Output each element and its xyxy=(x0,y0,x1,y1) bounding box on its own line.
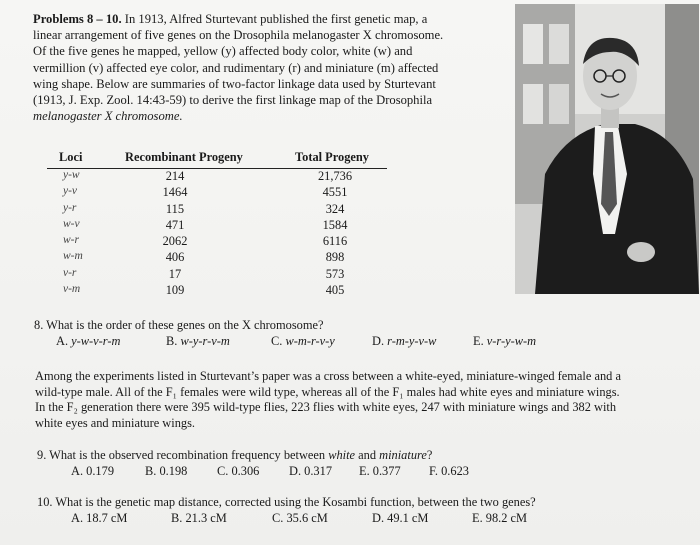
linkage-data-table xyxy=(47,149,387,299)
total-cell: 4551 xyxy=(322,185,348,200)
loci-cell: y-w xyxy=(63,169,80,181)
option-letter: A. xyxy=(56,333,69,348)
intro-line-4: vermillion (v) affected eye color, and rudimentary (r) and miniature (m) affected xyxy=(33,60,439,75)
total-cell: 21,736 xyxy=(317,169,353,183)
table-row xyxy=(47,218,387,234)
option-letter: B. xyxy=(166,333,178,348)
question-10-options xyxy=(59,511,657,527)
sturtevant-portrait-photo xyxy=(515,4,699,294)
paragraph-line-4: white eyes and miniature wings. xyxy=(35,415,196,430)
question-8-options xyxy=(56,334,574,350)
recombinant-cell: 1464 xyxy=(162,185,188,200)
loci-cell: w-r xyxy=(63,234,79,247)
option-letter: D. xyxy=(372,333,385,348)
table-row xyxy=(47,202,387,218)
table-row xyxy=(47,169,387,185)
paragraph-line-3: In the F₂ generation there were 395 wild-type flies, 223 flies with white eyes, 247 with miniature wings and 382 with xyxy=(35,400,617,414)
recombinant-cell: 214 xyxy=(165,169,185,183)
q10-option-a[interactable]: A. 18.7 cM xyxy=(71,510,128,525)
intro-line-3: Of the five genes he mapped, yellow (y) affected body color, white (w) and xyxy=(33,44,413,59)
recombinant-cell: 115 xyxy=(165,201,185,216)
loci-cell: v-m xyxy=(63,283,81,296)
q9-prefix: 9. What is the observed recombination frequency between xyxy=(37,448,329,462)
paragraph-line-2: wild-type male. All of the F₁ females were wild type, whereas all of the F₁ males had white eyes and miniature wings. xyxy=(35,384,620,399)
table-body xyxy=(47,169,387,299)
table-row xyxy=(47,185,387,201)
header-recombinant-progeny: Recombinant Progeny xyxy=(125,150,243,164)
table-row xyxy=(47,250,387,266)
question-8 xyxy=(34,318,574,350)
option-text: r-m-y-v-w xyxy=(387,333,437,348)
option-text: w-m-r-v-y xyxy=(285,333,335,348)
total-cell: 573 xyxy=(325,266,345,281)
q9-option-c[interactable]: C. 0.306 xyxy=(217,463,260,478)
q9-option-d[interactable]: D. 0.317 xyxy=(289,463,333,478)
question-10-text: 10. What is the genetic map distance, corrected using the Kosambi function, between the two genes? xyxy=(37,495,536,509)
q8-option-e[interactable] xyxy=(473,334,536,350)
q8-option-d[interactable] xyxy=(372,334,436,350)
q9-option-a[interactable]: A. 0.179 xyxy=(71,463,115,478)
intro-line-5: wing shape. Below are summaries of two-factor linkage data used by Sturtevant xyxy=(33,76,436,91)
question-9-options xyxy=(59,464,637,480)
header-total-progeny: Total Progeny xyxy=(295,150,370,164)
paragraph-line-1: Among the experiments listed in Sturtevant’s paper was a cross between a white-eyed, miniature-winged female and a xyxy=(35,369,621,383)
recombinant-cell: 17 xyxy=(168,266,182,281)
q9-option-e[interactable]: E. 0.377 xyxy=(359,463,401,478)
recombinant-cell: 471 xyxy=(165,217,185,232)
q10-option-e[interactable]: E. 98.2 cM xyxy=(472,510,528,525)
recombinant-cell: 406 xyxy=(165,250,185,265)
table-row xyxy=(47,267,387,283)
total-cell: 898 xyxy=(325,250,345,265)
q8-option-c[interactable] xyxy=(271,334,335,350)
q9-option-b[interactable]: B. 0.198 xyxy=(145,463,188,478)
loci-cell: y-r xyxy=(63,201,77,214)
q8-option-a[interactable] xyxy=(56,334,120,350)
total-cell: 324 xyxy=(325,201,345,216)
total-cell: 1584 xyxy=(322,217,348,232)
option-text: v-r-y-w-m xyxy=(486,333,537,348)
option-text: w-y-r-v-m xyxy=(180,333,230,348)
question-9-text xyxy=(37,448,637,464)
q9-suffix: ? xyxy=(426,448,433,462)
total-cell: 405 xyxy=(325,283,345,298)
problem-heading: Problems 8 – 10. xyxy=(33,12,122,26)
loci-cell: y-v xyxy=(63,185,78,198)
table-row xyxy=(47,234,387,250)
question-9 xyxy=(37,448,637,480)
option-text: y-w-v-r-m xyxy=(71,333,121,348)
table-header xyxy=(47,149,387,169)
intro-line-7: melanogaster X chromosome. xyxy=(33,109,183,124)
recombinant-cell: 109 xyxy=(165,283,185,298)
loci-cell: w-v xyxy=(63,217,80,230)
q10-option-d[interactable]: D. 49.1 cM xyxy=(372,510,429,525)
total-cell: 6116 xyxy=(322,234,348,249)
question-10 xyxy=(37,495,657,527)
cross-description-paragraph xyxy=(35,369,690,431)
intro-line-2: linear arrangement of five genes on the Drosophila melanogaster X chromosome. xyxy=(33,28,444,43)
intro-paragraph xyxy=(33,11,509,124)
q8-option-b[interactable] xyxy=(166,334,230,350)
portrait-illustration xyxy=(515,4,699,294)
option-letter: C. xyxy=(271,333,283,348)
intro-line-6: (1913, J. Exp. Zool. 14:43-59) to derive the first linkage map of the Drosophila xyxy=(33,93,433,108)
table-row xyxy=(47,283,387,299)
question-8-text: 8. What is the order of these genes on the X chromosome? xyxy=(34,318,324,332)
loci-cell: w-m xyxy=(63,250,83,263)
q9-term-miniature: miniature xyxy=(379,448,427,462)
intro-line-1: In 1913, Alfred Sturtevant published the first genetic map, a xyxy=(121,12,428,26)
header-loci: Loci xyxy=(59,150,83,164)
q10-option-b[interactable]: B. 21.3 cM xyxy=(171,510,227,525)
q9-option-f[interactable]: F. 0.623 xyxy=(429,463,469,478)
q10-option-c[interactable]: C. 35.6 cM xyxy=(272,510,328,525)
option-letter: E. xyxy=(473,333,484,348)
recombinant-cell: 2062 xyxy=(162,234,188,249)
q9-mid: and xyxy=(355,448,380,462)
q9-term-white: white xyxy=(328,448,356,462)
loci-cell: v-r xyxy=(63,266,77,279)
